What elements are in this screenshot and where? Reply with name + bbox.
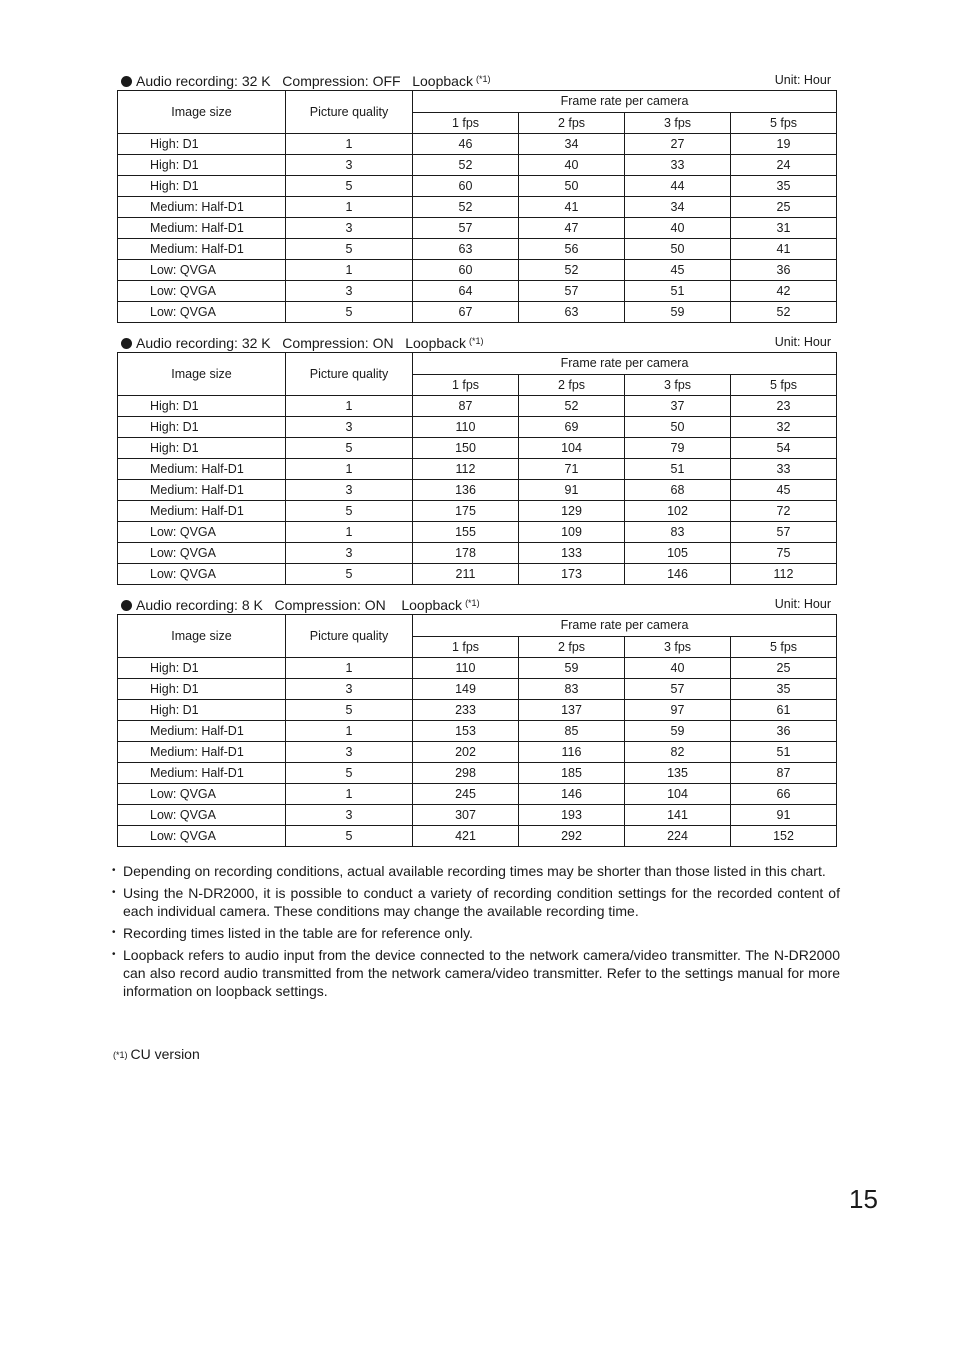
table-row (118, 438, 837, 459)
table-row (118, 700, 837, 721)
cell-hours: 71 (519, 459, 625, 480)
note-text: Recording times listed in the table are for reference only. (123, 925, 473, 941)
cell-picture-quality: 3 (286, 543, 413, 564)
cell-hours: 64 (413, 281, 519, 302)
table-row (118, 679, 837, 700)
recording-time-section (117, 332, 836, 585)
cell-image-size: Medium: Half-D1 (118, 480, 286, 501)
header-fps: 3 fps (625, 636, 731, 658)
section-title (121, 594, 480, 614)
cell-hours: 79 (625, 438, 731, 459)
cell-hours: 52 (519, 396, 625, 417)
cell-hours: 85 (519, 721, 625, 742)
cell-hours: 146 (625, 564, 731, 585)
header-fps: 1 fps (413, 636, 519, 658)
cell-picture-quality: 1 (286, 459, 413, 480)
note-item (112, 946, 840, 1000)
cell-hours: 51 (731, 742, 837, 763)
notes-list (112, 862, 840, 1004)
cell-hours: 116 (519, 742, 625, 763)
cell-image-size: Medium: Half-D1 (118, 459, 286, 480)
footnote-mark: (*1) (475, 74, 491, 84)
footnote-mark: (*1) (465, 598, 480, 608)
table-row (118, 302, 837, 323)
table-row (118, 417, 837, 438)
bullet-dot-icon: • (112, 927, 116, 938)
table-row (118, 784, 837, 805)
cell-image-size: Medium: Half-D1 (118, 239, 286, 260)
recording-time-table (117, 614, 837, 847)
header-fps: 5 fps (731, 374, 837, 396)
table-row (118, 763, 837, 784)
cell-hours: 104 (519, 438, 625, 459)
cell-hours: 34 (519, 134, 625, 155)
unit-label: Unit: Hour (774, 335, 831, 349)
cell-hours: 68 (625, 480, 731, 501)
cell-image-size: Medium: Half-D1 (118, 218, 286, 239)
cell-picture-quality: 1 (286, 784, 413, 805)
table-row (118, 480, 837, 501)
table-row (118, 176, 837, 197)
cell-hours: 50 (625, 417, 731, 438)
cell-hours: 23 (731, 396, 837, 417)
cell-image-size: Medium: Half-D1 (118, 763, 286, 784)
header-image-size: Image size (118, 353, 286, 396)
cell-image-size: Medium: Half-D1 (118, 197, 286, 218)
table-row (118, 239, 837, 260)
bullet-dot-icon: • (112, 949, 116, 960)
recording-time-table (117, 352, 837, 585)
cell-hours: 104 (625, 784, 731, 805)
table-row (118, 134, 837, 155)
cell-hours: 34 (625, 197, 731, 218)
cell-hours: 141 (625, 805, 731, 826)
cell-hours: 137 (519, 700, 625, 721)
recording-time-table (117, 90, 837, 323)
cell-image-size: Low: QVGA (118, 522, 286, 543)
table-row (118, 826, 837, 847)
cell-hours: 41 (731, 239, 837, 260)
cell-image-size: High: D1 (118, 417, 286, 438)
cell-hours: 40 (625, 658, 731, 679)
table-row (118, 281, 837, 302)
cell-hours: 202 (413, 742, 519, 763)
bullet-dot-icon: • (112, 887, 116, 898)
table-row (118, 218, 837, 239)
table-row (118, 522, 837, 543)
cell-hours: 307 (413, 805, 519, 826)
header-fps: 3 fps (625, 374, 731, 396)
section-title-text: Audio recording: 8 K Compression: ON Loopback (136, 597, 463, 613)
cell-hours: 112 (413, 459, 519, 480)
table-row (118, 501, 837, 522)
table-row (118, 260, 837, 281)
header-frame-rate: Frame rate per camera (413, 615, 837, 637)
cell-hours: 57 (413, 218, 519, 239)
cell-hours: 50 (625, 239, 731, 260)
table-row (118, 543, 837, 564)
cell-hours: 45 (625, 260, 731, 281)
cell-hours: 185 (519, 763, 625, 784)
cell-hours: 40 (625, 218, 731, 239)
note-text: Depending on recording conditions, actual available recording times may be shorter than those listed in this chart. (123, 863, 826, 879)
cell-picture-quality: 3 (286, 805, 413, 826)
cell-image-size: Low: QVGA (118, 564, 286, 585)
bullet-circle-icon (121, 338, 132, 349)
cell-picture-quality: 1 (286, 721, 413, 742)
cell-image-size: Medium: Half-D1 (118, 501, 286, 522)
header-image-size: Image size (118, 91, 286, 134)
cell-hours: 35 (731, 176, 837, 197)
header-fps: 5 fps (731, 636, 837, 658)
header-fps: 1 fps (413, 112, 519, 134)
section-title (121, 332, 483, 352)
cell-picture-quality: 3 (286, 218, 413, 239)
cell-picture-quality: 5 (286, 239, 413, 260)
section-title-text: Audio recording: 32 K Compression: ON Loopback (136, 335, 466, 351)
cell-hours: 110 (413, 658, 519, 679)
cell-picture-quality: 3 (286, 417, 413, 438)
note-text: Using the N-DR2000, it is possible to conduct a variety of recording condition settings for the recorded content of each individual camera. These conditions may change the available recording time. (123, 885, 840, 919)
header-picture-quality: Picture quality (286, 615, 413, 658)
header-fps: 3 fps (625, 112, 731, 134)
cell-hours: 66 (731, 784, 837, 805)
cell-image-size: High: D1 (118, 658, 286, 679)
cell-picture-quality: 5 (286, 302, 413, 323)
cell-hours: 110 (413, 417, 519, 438)
cell-hours: 19 (731, 134, 837, 155)
section-header (117, 594, 836, 614)
cell-hours: 245 (413, 784, 519, 805)
table-row (118, 155, 837, 176)
cell-picture-quality: 5 (286, 501, 413, 522)
header-image-size: Image size (118, 615, 286, 658)
cell-hours: 42 (731, 281, 837, 302)
table-row (118, 564, 837, 585)
cell-hours: 63 (519, 302, 625, 323)
cell-picture-quality: 3 (286, 679, 413, 700)
header-picture-quality: Picture quality (286, 353, 413, 396)
footnote-text: CU version (130, 1046, 200, 1062)
cell-picture-quality: 5 (286, 700, 413, 721)
footnote (113, 1045, 200, 1064)
cell-hours: 50 (519, 176, 625, 197)
note-item (112, 884, 840, 920)
section-header (117, 70, 836, 90)
cell-hours: 193 (519, 805, 625, 826)
page-number: 15 (849, 1184, 878, 1214)
header-fps: 2 fps (519, 636, 625, 658)
cell-hours: 69 (519, 417, 625, 438)
cell-picture-quality: 5 (286, 763, 413, 784)
cell-hours: 87 (731, 763, 837, 784)
cell-image-size: High: D1 (118, 679, 286, 700)
cell-picture-quality: 1 (286, 396, 413, 417)
cell-hours: 112 (731, 564, 837, 585)
cell-hours: 224 (625, 826, 731, 847)
cell-image-size: Low: QVGA (118, 302, 286, 323)
cell-image-size: High: D1 (118, 134, 286, 155)
recording-time-section (117, 594, 836, 847)
cell-hours: 421 (413, 826, 519, 847)
cell-hours: 46 (413, 134, 519, 155)
cell-hours: 109 (519, 522, 625, 543)
cell-hours: 129 (519, 501, 625, 522)
cell-hours: 52 (413, 197, 519, 218)
cell-hours: 233 (413, 700, 519, 721)
table-row (118, 805, 837, 826)
cell-hours: 91 (731, 805, 837, 826)
header-frame-rate: Frame rate per camera (413, 353, 837, 375)
header-picture-quality: Picture quality (286, 91, 413, 134)
cell-hours: 47 (519, 218, 625, 239)
cell-hours: 60 (413, 260, 519, 281)
note-text: Loopback refers to audio input from the device connected to the network camera/video transmitter. The N-DR2000 can also record audio transmitted from the network camera/video transmitter. Refer to the settings manual for more information on loopback settings. (123, 947, 840, 999)
cell-hours: 31 (731, 218, 837, 239)
cell-image-size: Low: QVGA (118, 784, 286, 805)
cell-hours: 105 (625, 543, 731, 564)
cell-hours: 63 (413, 239, 519, 260)
cell-hours: 82 (625, 742, 731, 763)
cell-picture-quality: 1 (286, 260, 413, 281)
table-row (118, 721, 837, 742)
cell-hours: 45 (731, 480, 837, 501)
note-item (112, 924, 840, 942)
cell-hours: 27 (625, 134, 731, 155)
cell-hours: 175 (413, 501, 519, 522)
header-fps: 5 fps (731, 112, 837, 134)
cell-hours: 25 (731, 197, 837, 218)
cell-image-size: Medium: Half-D1 (118, 721, 286, 742)
cell-picture-quality: 1 (286, 197, 413, 218)
cell-image-size: High: D1 (118, 176, 286, 197)
table-row (118, 658, 837, 679)
bullet-circle-icon (121, 600, 132, 611)
cell-hours: 83 (519, 679, 625, 700)
cell-hours: 52 (731, 302, 837, 323)
cell-hours: 102 (625, 501, 731, 522)
cell-picture-quality: 3 (286, 281, 413, 302)
cell-hours: 153 (413, 721, 519, 742)
cell-image-size: High: D1 (118, 396, 286, 417)
cell-hours: 83 (625, 522, 731, 543)
cell-picture-quality: 1 (286, 522, 413, 543)
cell-hours: 97 (625, 700, 731, 721)
cell-hours: 87 (413, 396, 519, 417)
cell-image-size: Low: QVGA (118, 543, 286, 564)
cell-hours: 57 (519, 281, 625, 302)
cell-picture-quality: 5 (286, 438, 413, 459)
cell-hours: 149 (413, 679, 519, 700)
cell-picture-quality: 1 (286, 134, 413, 155)
cell-image-size: Low: QVGA (118, 826, 286, 847)
cell-hours: 150 (413, 438, 519, 459)
cell-hours: 37 (625, 396, 731, 417)
cell-hours: 40 (519, 155, 625, 176)
cell-image-size: High: D1 (118, 700, 286, 721)
section-title-text: Audio recording: 32 K Compression: OFF Loopback (136, 73, 473, 89)
note-item (112, 862, 840, 880)
cell-hours: 36 (731, 721, 837, 742)
cell-hours: 178 (413, 543, 519, 564)
cell-picture-quality: 3 (286, 742, 413, 763)
cell-hours: 155 (413, 522, 519, 543)
cell-hours: 292 (519, 826, 625, 847)
cell-hours: 25 (731, 658, 837, 679)
cell-hours: 52 (413, 155, 519, 176)
bullet-circle-icon (121, 76, 132, 87)
footnote-mark: (*1) (113, 1050, 128, 1060)
cell-image-size: Medium: Half-D1 (118, 742, 286, 763)
cell-picture-quality: 3 (286, 155, 413, 176)
bullet-dot-icon: • (112, 865, 116, 876)
header-fps: 2 fps (519, 112, 625, 134)
table-row (118, 197, 837, 218)
section-title (121, 70, 490, 90)
unit-label: Unit: Hour (774, 73, 831, 87)
cell-picture-quality: 1 (286, 658, 413, 679)
cell-hours: 75 (731, 543, 837, 564)
cell-hours: 91 (519, 480, 625, 501)
table-row (118, 396, 837, 417)
header-fps: 1 fps (413, 374, 519, 396)
cell-hours: 136 (413, 480, 519, 501)
cell-hours: 54 (731, 438, 837, 459)
cell-hours: 33 (731, 459, 837, 480)
cell-hours: 72 (731, 501, 837, 522)
cell-hours: 59 (625, 721, 731, 742)
cell-hours: 33 (625, 155, 731, 176)
unit-label: Unit: Hour (774, 597, 831, 611)
header-fps: 2 fps (519, 374, 625, 396)
cell-hours: 41 (519, 197, 625, 218)
cell-hours: 152 (731, 826, 837, 847)
recording-time-section (117, 70, 836, 323)
cell-hours: 52 (519, 260, 625, 281)
cell-hours: 298 (413, 763, 519, 784)
cell-hours: 32 (731, 417, 837, 438)
cell-hours: 67 (413, 302, 519, 323)
cell-image-size: High: D1 (118, 438, 286, 459)
cell-hours: 173 (519, 564, 625, 585)
cell-image-size: Low: QVGA (118, 281, 286, 302)
cell-picture-quality: 5 (286, 564, 413, 585)
cell-hours: 44 (625, 176, 731, 197)
cell-hours: 51 (625, 281, 731, 302)
cell-image-size: Low: QVGA (118, 260, 286, 281)
cell-image-size: High: D1 (118, 155, 286, 176)
cell-hours: 61 (731, 700, 837, 721)
cell-hours: 59 (519, 658, 625, 679)
table-row (118, 459, 837, 480)
cell-hours: 60 (413, 176, 519, 197)
cell-hours: 56 (519, 239, 625, 260)
cell-hours: 211 (413, 564, 519, 585)
cell-image-size: Low: QVGA (118, 805, 286, 826)
cell-picture-quality: 5 (286, 176, 413, 197)
cell-hours: 36 (731, 260, 837, 281)
table-row (118, 742, 837, 763)
cell-hours: 35 (731, 679, 837, 700)
section-header (117, 332, 836, 352)
cell-hours: 57 (625, 679, 731, 700)
footnote-mark: (*1) (468, 336, 484, 346)
cell-hours: 135 (625, 763, 731, 784)
header-frame-rate: Frame rate per camera (413, 91, 837, 113)
cell-hours: 24 (731, 155, 837, 176)
cell-picture-quality: 5 (286, 826, 413, 847)
cell-hours: 133 (519, 543, 625, 564)
cell-picture-quality: 3 (286, 480, 413, 501)
cell-hours: 57 (731, 522, 837, 543)
cell-hours: 59 (625, 302, 731, 323)
cell-hours: 146 (519, 784, 625, 805)
cell-hours: 51 (625, 459, 731, 480)
